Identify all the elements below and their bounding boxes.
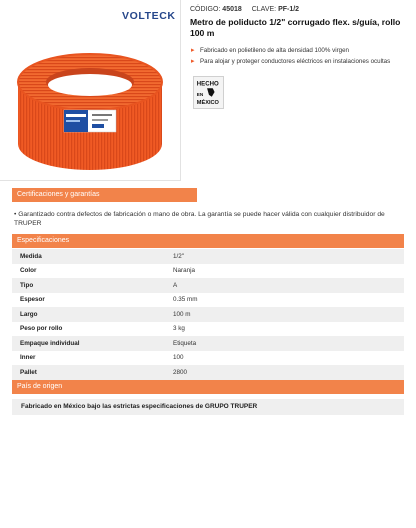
feature-list: [190, 47, 412, 68]
codigo-value: 45018: [222, 6, 242, 13]
specifications-header: Especificaciones: [12, 234, 404, 248]
svg-text:MÉXICO: MÉXICO: [196, 100, 219, 107]
origin-text: Fabricado en México bajo las estrictas especificaciones de GRUPO TRUPER: [12, 399, 404, 415]
clave-value: PF-1/2: [278, 6, 300, 13]
feature-text: Para alojar y proteger conductores eléctricos en instalaciones ocultas: [200, 57, 391, 65]
spec-value: 2800: [165, 365, 404, 380]
product-title: Metro de poliducto 1/2" corrugado flex. s/guía, rollo 100 m: [190, 17, 401, 38]
spec-value: 3 kg: [173, 325, 185, 333]
spec-value: 0.35 mm: [173, 296, 198, 304]
table-row: [12, 336, 404, 351]
svg-text:HECHO: HECHO: [196, 80, 219, 88]
certifications-text: • Garantizado contra defectos de fabricación o mano de obra. La garantía se puede hacer válida con cualquier distribuidor de TRUPER: [14, 211, 385, 227]
conduit-coil-image: [14, 48, 166, 172]
spec-value: 100 m: [165, 307, 404, 322]
spec-value: 1/2": [165, 249, 404, 264]
feature-item: [190, 47, 412, 56]
spec-key: Tipo: [12, 278, 165, 293]
spec-key: Peso por rollo: [20, 325, 63, 333]
svg-text:EN: EN: [196, 91, 204, 97]
hecho-en-mexico-seal: [193, 76, 224, 109]
product-image-panel: [0, 0, 181, 181]
spec-key: Espesor: [20, 296, 45, 304]
table-row: [12, 351, 404, 366]
spec-value: 100: [173, 354, 184, 362]
table-row: [12, 293, 404, 308]
spec-value: A: [165, 278, 404, 293]
clave-label: CLAVE:: [251, 6, 277, 13]
bullet-icon: ▸: [191, 57, 195, 65]
spec-value: Naranja: [173, 267, 196, 275]
codigo-label: CÓDIGO:: [190, 6, 221, 13]
spec-key: Pallet: [12, 365, 165, 380]
table-row: [12, 322, 404, 337]
feature-text: Fabricado en polietileno de alta densidad 100% virgen: [200, 47, 349, 54]
spec-key: Inner: [20, 354, 36, 362]
certifications-header: Certificaciones y garantías: [12, 188, 197, 202]
origin-header: País de origen: [12, 380, 404, 394]
spec-key: Empaque individual: [12, 336, 165, 351]
spec-value: Etiqueta: [165, 336, 404, 351]
table-row: [12, 278, 404, 293]
spec-key: Color: [20, 267, 37, 275]
table-row: [12, 264, 404, 279]
feature-item: [190, 58, 412, 67]
product-codes: [190, 6, 299, 13]
spec-key: Medida: [12, 249, 165, 264]
table-row: [12, 365, 404, 380]
spec-key: Largo: [12, 307, 165, 322]
brand-logo: VOLTECK: [122, 10, 176, 22]
table-row: [12, 307, 404, 322]
specifications-table: [12, 249, 404, 380]
table-row: [12, 249, 404, 264]
bullet-icon: ▸: [191, 47, 195, 54]
